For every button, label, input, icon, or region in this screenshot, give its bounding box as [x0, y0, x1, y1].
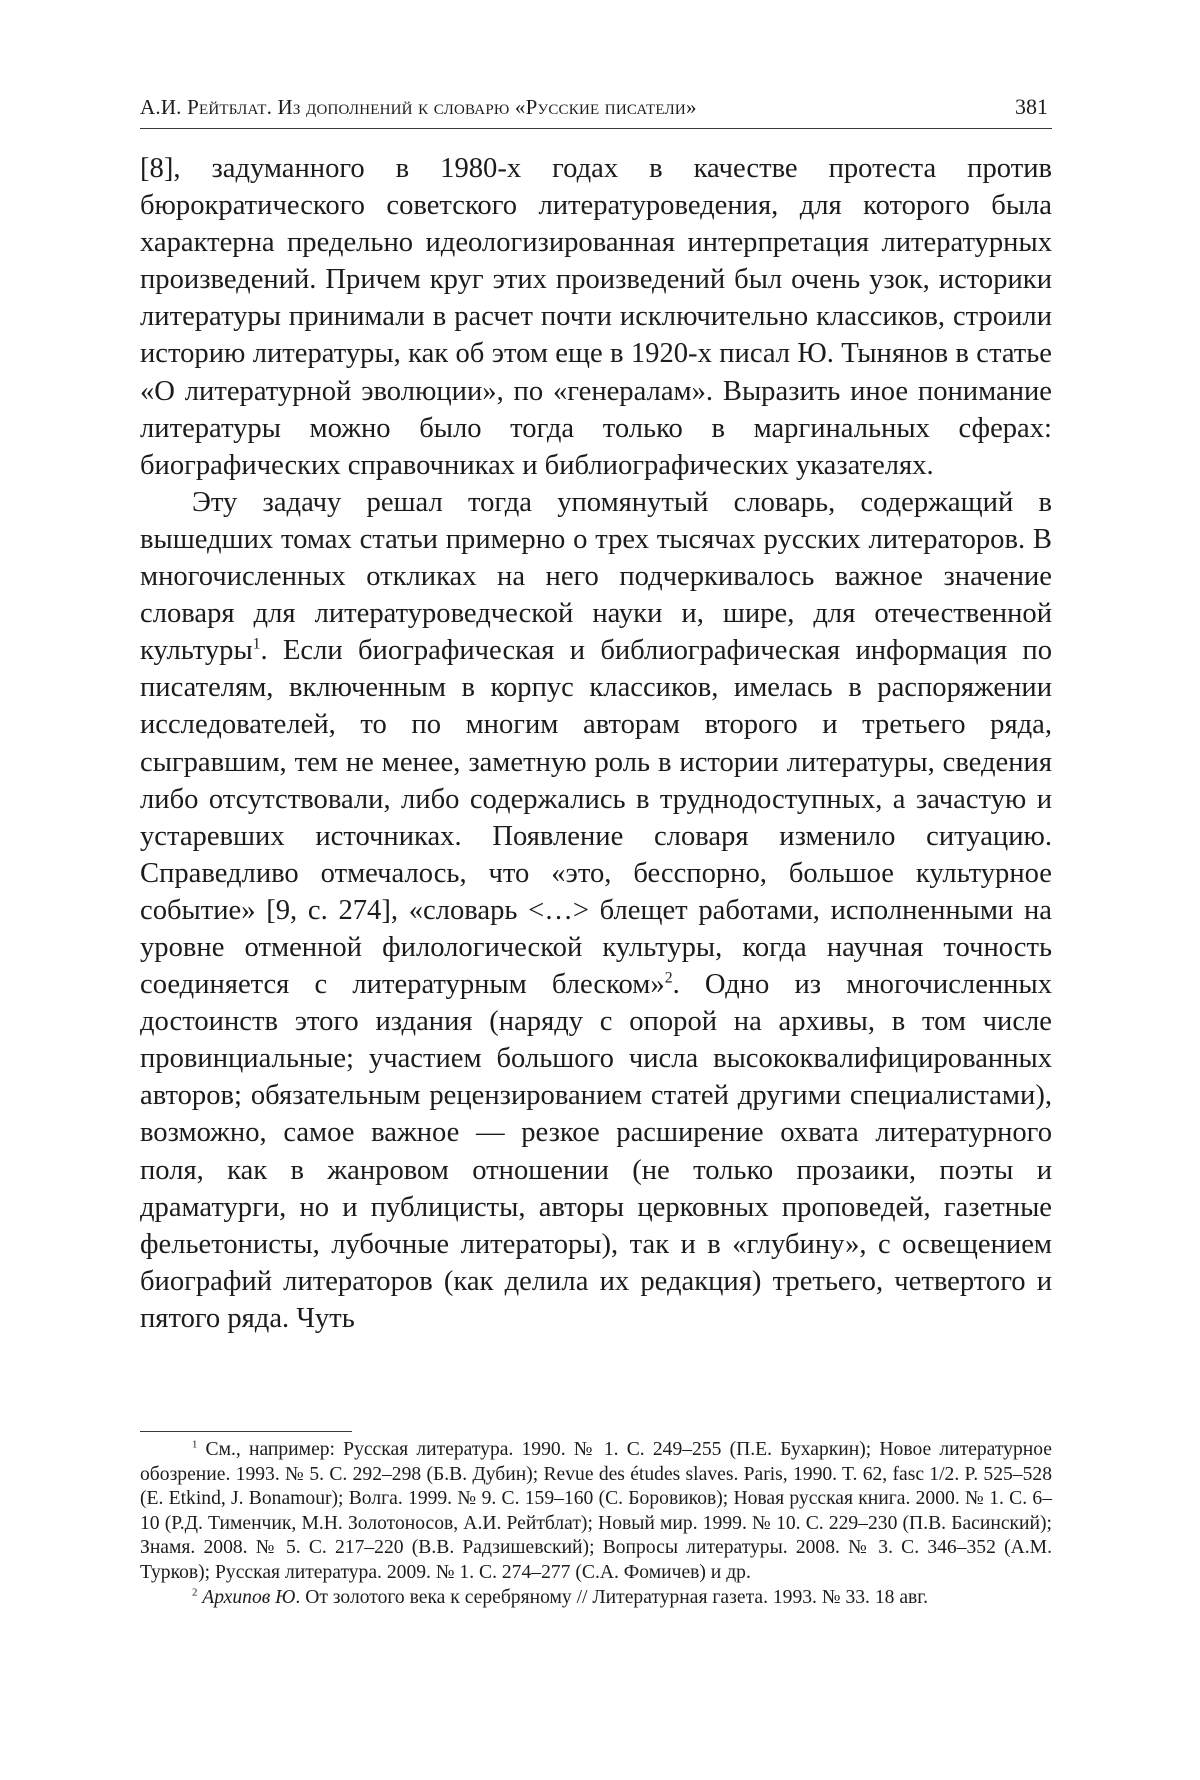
footnote-separator — [140, 1431, 352, 1432]
footnote-1-mark: 1 — [192, 1438, 198, 1451]
footnote-1 — [140, 1438, 1052, 1586]
footnote-ref-1[interactable]: 1 — [252, 635, 261, 653]
footnote-2-text: . От золотого века к серебряному // Литературная газета. 1993. № 33. 18 авг. — [295, 1586, 928, 1608]
footnotes — [140, 1438, 1052, 1610]
paragraph-2-part-c: . Одно из многочисленных достоинств этого издания (наряду с опорой на архивы, в том числе провинциальные; участием большого числа высококвалифицированных авторов; обязательным рецензированием статей другими специалистами), возможно, самое важное — резкое расширение охвата литературного поля, как в жанровом отношении (не только прозаики, поэты и драматурги, но и публицисты, авторы церковных проповедей, газетные фельетонисты, лубочные литераторы), так и в «глубину», с освещением биографий литераторов (как делила их редакция) третьего, четвертого и пятого ряда. Чуть — [140, 969, 1052, 1334]
footnote-1-text: См., например: Русская литература. 1990. № 1. С. 249–255 (П.Е. Бухаркин); Новое литературное обозрение. 1993. № 5. С. 292–298 (Б.В. Дубин); Revue des études slaves. Paris, 1990. T. 62, fasc 1/2. P. 525–528 (E. Etkind, J. Bonamour); Волга. 1999. № 9. С. 159–160 (С. Боровиков); Новая русская книга. 2000. № 1. С. 6–10 (Р.Д. Тименчик, М.Н. Золотоносов, А.И. Рейтблат); Новый мир. 1999. № 10. С. 229–230 (П.В. Басинский); Знамя. 2008. № 5. С. 217–220 (В.В. Радзишевский); Вопросы литературы. 2008. № 3. С. 346–352 (А.М. Турков); Русская литература. 2009. № 1. С. 274–277 (С.А. Фомичев) и др. — [140, 1439, 1052, 1583]
footnote-2-author: Архипов Ю — [202, 1586, 296, 1608]
paragraph-2 — [140, 484, 1052, 1337]
paragraph-1: [8], задуманного в 1980-х годах в качестве протеста против бюрократического советского литературоведения, для которого была характерна предельно идеологизированная интерпретация литературных произведений. Причем круг этих произведений был очень узок, историки литературы принимали в расчет почти исключительно классиков, строили историю литературы, как об этом еще в 1920-х писал Ю. Тынянов в статье «О литературной эволюции», по «генералам». Выразить иное понимание литературы можно было тогда только в маргинальных сферах: биографических справочниках и библиографических указателях. — [140, 153, 1052, 481]
running-header — [140, 88, 1052, 129]
running-title: А.И. Рейтблат. Из дополнений к словарю «Русские писатели» — [140, 95, 697, 119]
page-number: 381 — [1015, 94, 1048, 119]
main-text — [140, 150, 1052, 1337]
footnote-2-mark: 2 — [192, 1586, 198, 1599]
footnote-2 — [140, 1586, 1052, 1611]
footnote-ref-2[interactable]: 2 — [664, 969, 673, 987]
paragraph-2-part-a: Эту задачу решал тогда упомянутый словарь, содержащий в вышедших томах статьи примерно о трех тысячах русских литераторов. В многочисленных откликах на него подчеркивалось важное значение словаря для литературоведческой науки и, шире, для отечественной культуры — [140, 486, 1052, 667]
paragraph-2-part-b: . Если биографическая и библиографическая информация по писателям, включенным в корпус классиков, имелась в распоряжении исследователей, то по многим авторам второго и третьего ряда, сыгравшим, тем не менее, заметную роль в истории литературы, сведения либо отсутствовали, либо содержались в труднодоступных, а зачастую и устаревших источниках. Появление словаря изменило ситуацию. Справедливо отмечалось, что «это, бесспорно, большое культурное событие» [9, с. 274], «словарь <…> блещет работами, исполненными на уровне отменной филологической культуры, когда научная точность соединяется с литературным блеском» — [140, 635, 1052, 1001]
